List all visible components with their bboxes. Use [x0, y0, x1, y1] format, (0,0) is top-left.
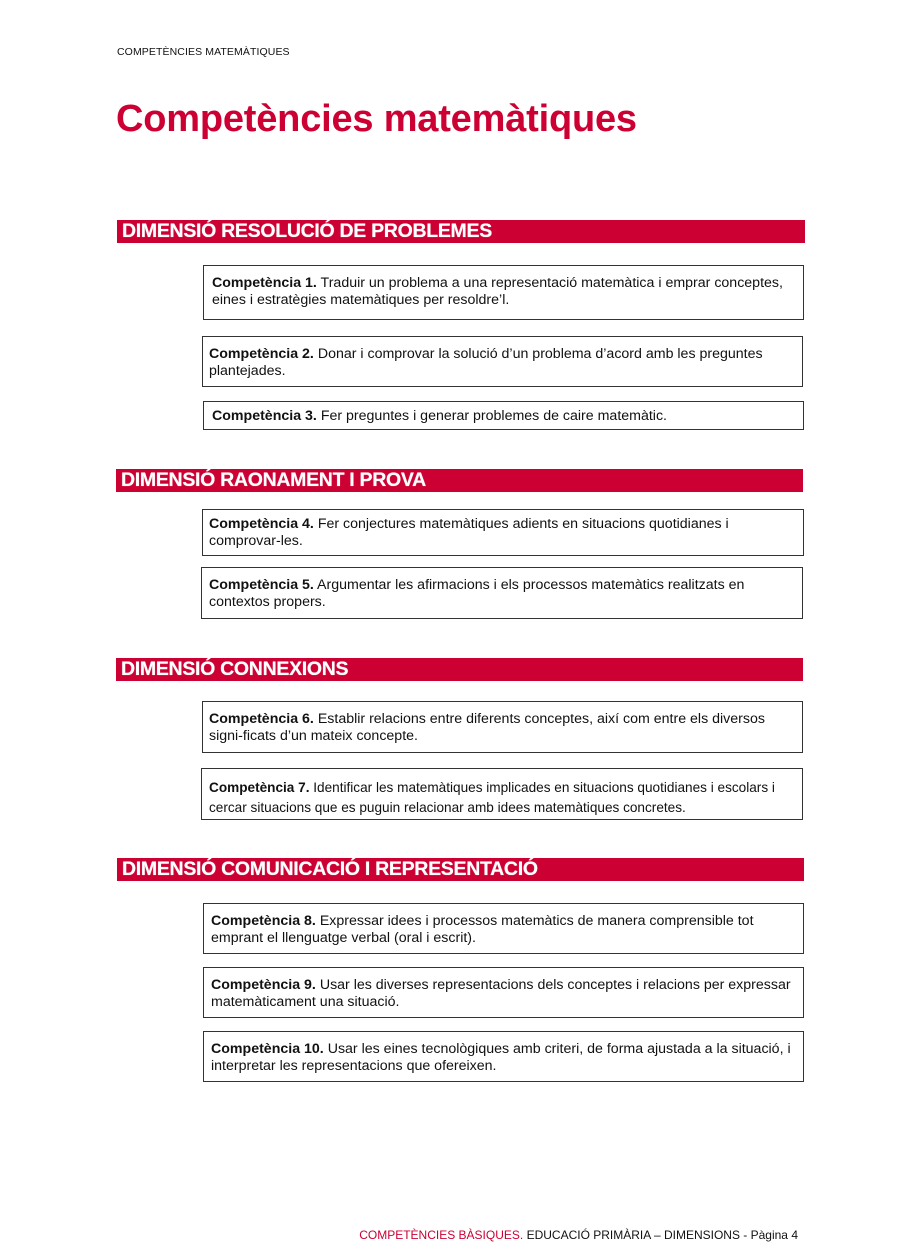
competence-label: Competència 1.	[212, 275, 317, 291]
competence-box-1	[203, 265, 804, 320]
competence-label: Competència 9.	[211, 977, 316, 993]
competence-text: Establir relacions entre diferents conceptes, així com entre els diversos signi-ficats d’un mateix concepte.	[209, 711, 765, 744]
competence-box-9	[203, 967, 804, 1018]
competence-text: Fer preguntes i generar problemes de caire matemàtic.	[316, 408, 667, 424]
footer-subtitle: EDUCACIÓ PRIMÀRIA – DIMENSIONS - Pàgina 4	[523, 1228, 798, 1242]
competence-text: Usar les eines tecnològiques amb criteri, de forma ajustada a la situació, i interpretar les representacions que ofereixen.	[211, 1041, 791, 1074]
footer-series: COMPETÈNCIES BÀSIQUES.	[359, 1228, 524, 1242]
competence-label: Competència 6.	[209, 711, 314, 727]
competence-box-5	[201, 567, 803, 619]
competence-box-6	[202, 701, 803, 753]
running-head: COMPETÈNCIES MATEMÀTIQUES	[117, 46, 290, 58]
competence-box-4	[202, 509, 804, 556]
page-footer	[359, 1228, 798, 1242]
dimension-heading-resolucio: DIMENSIÓ RESOLUCIÓ DE PROBLEMES	[117, 220, 805, 243]
competence-text: Argumentar les afirmacions i els processos matemàtics realitzats en contextos propers.	[209, 577, 745, 610]
competence-label: Competència 8.	[211, 913, 316, 929]
competence-text: Traduir un problema a una representació matemàtica i emprar conceptes, eines i estratègies matemàtiques per resoldre’l.	[212, 275, 783, 308]
competence-text: Expressar idees i processos matemàtics de manera comprensible tot emprant el llenguatge verbal (oral i escrit).	[211, 913, 754, 946]
competence-box-2	[202, 336, 803, 387]
competence-text: Fer conjectures matemàtiques adients en situacions quotidianes i comprovar-les.	[209, 516, 729, 549]
dimension-heading-raonament: DIMENSIÓ RAONAMENT I PROVA	[116, 469, 803, 492]
competence-text: Donar i comprovar la solució d’un problema d’acord amb les preguntes plantejades.	[209, 346, 763, 379]
dimension-heading-comunicacio: DIMENSIÓ COMUNICACIÓ I REPRESENTACIÓ	[117, 858, 804, 881]
competence-label: Competència 10.	[211, 1041, 324, 1057]
competence-label: Competència 2.	[209, 346, 314, 362]
competence-text: Usar les diverses representacions dels conceptes i relacions per expressar matemàticament una situació.	[211, 977, 791, 1010]
competence-text: Identificar les matemàtiques implicades en situacions quotidianes i escolars i cercar situacions que es puguin relacionar amb idees matemàtiques concretes.	[209, 780, 775, 815]
competence-box-8	[203, 903, 804, 954]
dimension-heading-connexions: DIMENSIÓ CONNEXIONS	[116, 658, 803, 681]
competence-box-7	[201, 768, 803, 820]
competence-label: Competència 7.	[209, 780, 310, 795]
competence-label: Competència 4.	[209, 516, 314, 532]
page-title: Competències matemàtiques	[116, 98, 637, 140]
competence-box-3	[203, 401, 804, 430]
competence-label: Competència 5.	[209, 577, 314, 593]
competence-label: Competència 3.	[212, 408, 317, 424]
competence-box-10	[203, 1031, 804, 1082]
